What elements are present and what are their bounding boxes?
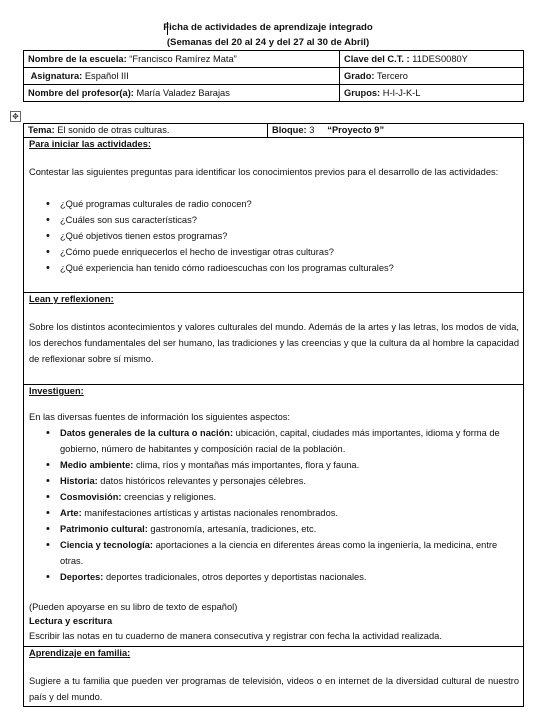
- research-item: • Historia: datos históricos relevantes y personajes célebres.: [44, 473, 516, 489]
- question-item: • ¿Cuáles son sus características?: [44, 212, 516, 228]
- section-family[interactable]: [24, 647, 523, 706]
- groups-value: H-I-J-K-L: [382, 88, 421, 98]
- document-subtitle: (Semanas del 20 al 24 y del 27 al 30 de Abril): [166, 37, 370, 48]
- research-item: • Ciencia y tecnología: aportaciones a la ciencia en diferentes áreas como la ingeniería, la medicina, entre otras.: [44, 537, 516, 569]
- section-family-heading: Aprendizaje en familia:: [29, 648, 131, 658]
- reading-writing-heading: Lectura y escritura: [29, 616, 113, 626]
- grade-label: Grado:: [344, 71, 375, 81]
- subject-label: Asignatura:: [30, 71, 83, 81]
- table-move-handle-icon[interactable]: ✥: [10, 111, 21, 122]
- school-value: “Francisco Ramírez Mata”: [129, 54, 237, 64]
- section-start-heading: Para iniciar las actividades:: [29, 139, 151, 149]
- ct-value: 11DES0080Y: [412, 54, 468, 64]
- section-read[interactable]: [24, 293, 523, 385]
- question-item: • ¿Qué objetivos tienen estos programas?: [44, 228, 516, 244]
- research-item: • Datos generales de la cultura o nación: ubicación, capital, ciudades más importantes, idioma y forma de gobierno, número de habitantes y composición racial de la población.: [44, 425, 516, 457]
- question-item: • ¿Qué programas culturales de radio conocen?: [44, 196, 516, 212]
- block-cell[interactable]: [272, 125, 384, 135]
- research-list: [44, 425, 516, 585]
- section-research-heading: Investiguen:: [29, 386, 84, 396]
- header-table: [23, 50, 524, 102]
- section-family-text: Sugiere a tu familia que pueden ver programas de televisión, videos o en internet de la diversidad cultural de nuestro país y del mundo.: [29, 676, 519, 702]
- school-cell[interactable]: [24, 51, 340, 68]
- project-label: “Proyecto 9”: [327, 125, 385, 135]
- activities-table: [23, 123, 524, 707]
- block-value: 3: [309, 125, 315, 135]
- question-item: • ¿Qué experiencia han tenido cómo radioescuchas con los programas culturales?: [44, 260, 516, 276]
- groups-label: Grupos:: [344, 88, 381, 98]
- ct-cell[interactable]: [340, 51, 524, 68]
- research-item: • Cosmovisión: creencias y religiones.: [44, 489, 516, 505]
- questions-list: [44, 196, 516, 276]
- section-research[interactable]: [24, 385, 523, 647]
- research-item: • Deportes: deportes tradicionales, otros deportes y deportistas nacionales.: [44, 569, 516, 585]
- teacher-cell[interactable]: [24, 85, 340, 102]
- ct-label: Clave del C.T. :: [344, 54, 410, 64]
- topic-label: Tema:: [28, 125, 55, 135]
- research-item: • Medio ambiente: clima, ríos y montañas más importantes, flora y fauna.: [44, 457, 516, 473]
- research-item: • Patrimonio cultural: gastronomía, artesanía, tradiciones, etc.: [44, 521, 516, 537]
- section-start[interactable]: [24, 138, 523, 293]
- research-item: • Arte: manifestaciones artísticas y artistas nacionales renombrados.: [44, 505, 516, 521]
- section-research-intro: En las diversas fuentes de información los siguientes aspectos:: [29, 412, 290, 422]
- topic-divider: [267, 124, 268, 138]
- section-read-heading: Lean y reflexionen:: [29, 294, 114, 304]
- research-note: (Pueden apoyarse en su libro de texto de español): [29, 602, 238, 612]
- topic-row: [24, 124, 523, 138]
- section-read-text: Sobre los distintos acontecimientos y valores culturales del mundo. Además de la artes y las letras, los modos de vida, los derechos fundamentales del ser humano, las tradiciones y las creencias y que la cultura da al hombre la capacidad de reflexionar sobre sí mismo.: [29, 322, 519, 364]
- school-label: Nombre de la escuela:: [28, 54, 127, 64]
- document-title: Ficha de actividades de aprendizaje integrado: [163, 22, 373, 33]
- topic-value: El sonido de otras culturas.: [57, 125, 170, 135]
- subject-cell[interactable]: [24, 68, 340, 85]
- question-item: • ¿Cómo puede enriquecerlos el hecho de investigar otras culturas?: [44, 244, 516, 260]
- teacher-value: María Valadez Barajas: [136, 88, 230, 98]
- section-start-intro: Contestar las siguientes preguntas para identificar los conocimientos previos para el desarrollo de las actividades:: [29, 167, 499, 177]
- block-label: Bloque:: [272, 125, 307, 135]
- subject-value: Español III: [84, 71, 129, 81]
- teacher-label: Nombre del profesor(a):: [28, 88, 134, 98]
- grade-cell[interactable]: [340, 68, 524, 85]
- grade-value: Tercero: [376, 71, 408, 81]
- topic-cell[interactable]: [28, 125, 169, 135]
- groups-cell[interactable]: [340, 85, 524, 102]
- reading-writing-text: Escribir las notas en tu cuaderno de manera consecutiva y registrar con fecha la actividad realizada.: [29, 631, 442, 641]
